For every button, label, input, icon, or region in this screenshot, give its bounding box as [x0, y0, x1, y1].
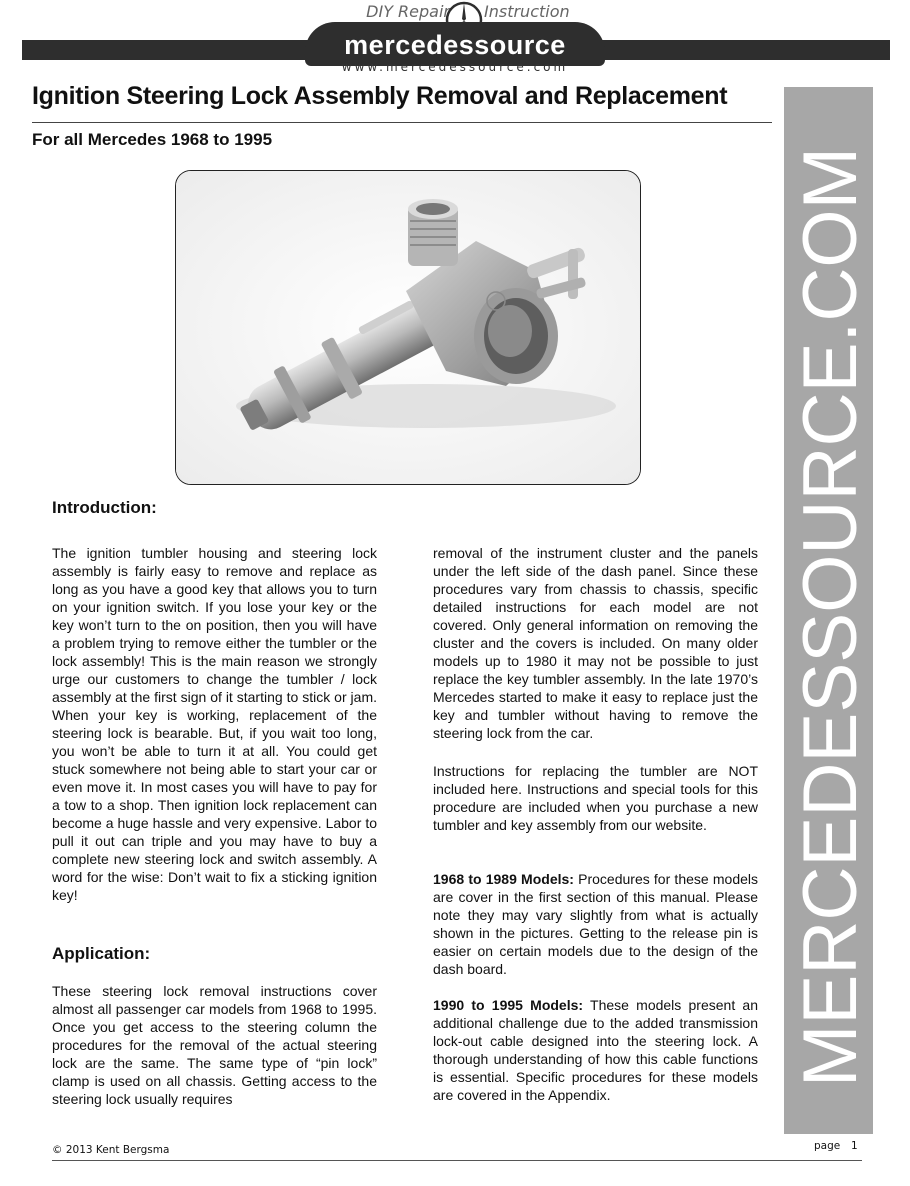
models-1968-1989-lead: 1968 to 1989 Models:: [433, 871, 574, 887]
models-1990-1995-text: These models present an additional challenge due to the added transmission lock-out cable designed into the steering lock. A thorough understanding of how this cable functions is essential. Specific procedures for these models are covered in the Appendix.: [433, 997, 758, 1103]
introduction-paragraph: The ignition tumbler housing and steering lock assembly is fairly easy to remove and replace as long as you have a good key that allows you to turn on your ignition switch. If you lose your key or the key won’t turn to the on position, then you will have a problem trying to remove either the tumbler or the lock assembly! This is the main reason we strongly urge our customers to change the tumbler / lock assembly at the first sign of it starting to stick or jam. When your key is working, replacement of the steering lock is bearable. But, if you wait too long, you won’t be able to turn it at all. You could get stuck somewhere not being able to start your car or even move it. In most cases you will have to pay for a tow to a shop. Then ignition lock replacement can become a huge hassle and very expensive. Labor to pull it out can triple and you may have to buy a complete new steering lock and switch assembly. A word for the wise: Don’t wait to fix a sticking ignition key!: [52, 545, 377, 903]
column2-paragraph-1: removal of the instrument cluster and the panels under the left side of the dash panel. Since these procedures vary from chassis to chassis, specific detailed instructions for each model are not covered. Only general information on removing the cluster and the covers is included. On many older models up to 1980 it may not be possible to just replace the key tumbler assembly. In the late 1970’s Mercedes started to make it easy to replace just the key and tumbler without having to remove the steering lock from the car.: [433, 545, 758, 741]
page-subtitle: For all Mercedes 1968 to 1995: [32, 130, 273, 149]
models-1968-1989-text: Procedures for these models are cover in the first section of this manual. Please note they may vary slightly from what is actually shown in the pictures. Getting to the release pin is easier on certain models due to the design of the dash board.: [433, 871, 758, 977]
header-diy-label: DIY Repair: [366, 2, 450, 21]
models-1990-1995-paragraph: [433, 996, 758, 1104]
models-1990-1995-lead: 1990 to 1995 Models:: [433, 997, 584, 1013]
introduction-heading: Introduction:: [52, 498, 157, 517]
application-paragraph: These steering lock removal instructions cover almost all passenger car models from 1968 to 1995. Once you get access to the steering column the procedures for the removal of the actual steering lock are the same. The same type of “pin lock” clamp is used on all chassis. Getting access to the steering lock usually requires: [52, 983, 377, 1107]
title-divider: [32, 122, 772, 123]
side-watermark: [784, 87, 873, 1134]
page-title: Ignition Steering Lock Assembly Removal and Replacement: [32, 82, 728, 110]
copyright: © 2013 Kent Bergsma: [52, 1144, 170, 1156]
page-label: page: [814, 1140, 841, 1152]
page-number: 1: [851, 1140, 858, 1152]
footer-divider: [52, 1160, 862, 1161]
steering-lock-illustration: [176, 171, 640, 484]
header-brand: mercedessource: [344, 30, 566, 60]
header-url: www.mercedessource.com: [341, 60, 569, 74]
models-1968-1989-paragraph: [433, 870, 758, 978]
column2-paragraph-2: Instructions for replacing the tumbler are NOT included here. Instructions and special tools for this procedure are included when you purchase a new tumbler and key assembly from our website.: [433, 763, 758, 833]
header-instruction-label: Instruction: [484, 2, 570, 21]
application-heading: Application:: [52, 944, 151, 963]
steering-lock-photo: [175, 170, 641, 485]
side-watermark-text: MERCEDESSOURCE.COM: [788, 132, 873, 1087]
